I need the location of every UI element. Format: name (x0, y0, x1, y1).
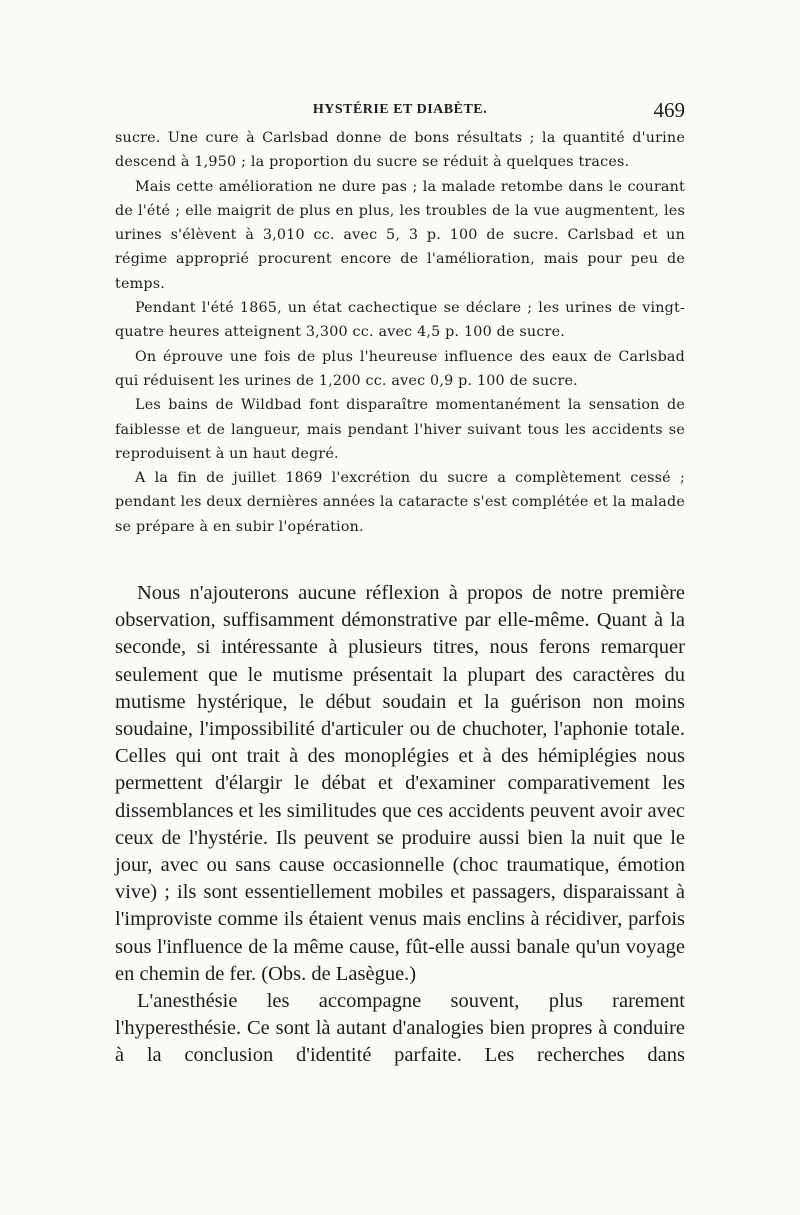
discussion-paragraph: L'anesthésie les accompagne souvent, plus rarement l'hyperesthésie. Ce sont là autant d'analogies bien propres à conduire à la conclusion d'identité parfaite. Les recherches dans (115, 990, 685, 1067)
case-note-paragraph: Mais cette amélioration ne dure pas ; la malade retombe dans le courant de l'été ; elle maigrit de plus en plus, les troubles de la vue augmentent, les urines s'élèvent à 3,010 cc. avec 5, 3 p. 100 de sucre. Carlsbad et un régime approprié procurent encore de l'amélioration, mais pour peu de temps. (115, 178, 685, 292)
case-note-paragraph: sucre. Une cure à Carlsbad donne de bons résultats ; la quantité d'urine descend à 1,950 ; la proportion du sucre se réduit à quelques traces. (115, 130, 685, 171)
case-note-paragraph: A la fin de juillet 1869 l'excrétion du sucre a complètement cessé ; pendant les deux dernières années la cataracte s'est complétée et la malade se prépare à en subir l'opération. (115, 470, 685, 535)
case-note-paragraph: On éprouve une fois de plus l'heureuse influence des eaux de Carlsbad qui réduisent les urines de 1,200 cc. avec 0,9 p. 100 de sucre. (115, 348, 685, 389)
running-title: HYSTÉRIE ET DIABÈTE. (312, 102, 488, 117)
case-note-paragraph: Pendant l'été 1865, un état cachectique se déclare ; les urines de vingt-quatre heures atteignent 3,300 cc. avec 4,5 p. 100 de sucre. (115, 300, 685, 341)
page-number: 469 (653, 98, 685, 122)
discussion-text (115, 580, 685, 1070)
discussion-paragraph: Nous n'ajouterons aucune réflexion à propos de notre première observation, suffisamment démonstrative par elle-même. Quant à la seconde, si intéressante à plusieurs titres, nous ferons remarquer seulement que le mutisme présentait la plupart des caractères du mutisme hystérique, le début soudain et la guérison non moins soudaine, l'impossibilité d'articuler ou de chuchoter, l'aphonie totale. Celles qui ont trait à des monoplégies et à des hémiplégies nous permettent d'élargir le débat et d'examiner comparativement les dissemblances et les similitudes que ces accidents peuvent avoir avec ceux de l'hystérie. Ils peuvent se produire aussi bien la nuit que le jour, avec ou sans cause occasionnelle (choc traumatique, émotion vive) ; ils sont essentiellement mobiles et passagers, disparaissant à l'improviste comme ils étaient venus mais enclins à récidiver, parfois sous l'influence de la même cause, fût-elle aussi banale qu'un voyage en chemin de fer. (Obs. de Lasègue.) (115, 582, 685, 985)
page-header (115, 98, 685, 122)
case-notes (115, 126, 685, 539)
case-note-paragraph: Les bains de Wildbad font disparaître momentanément la sensation de faiblesse et de langueur, mais pendant l'hiver suivant tous les accidents se reproduisent à un haut degré. (115, 397, 685, 462)
